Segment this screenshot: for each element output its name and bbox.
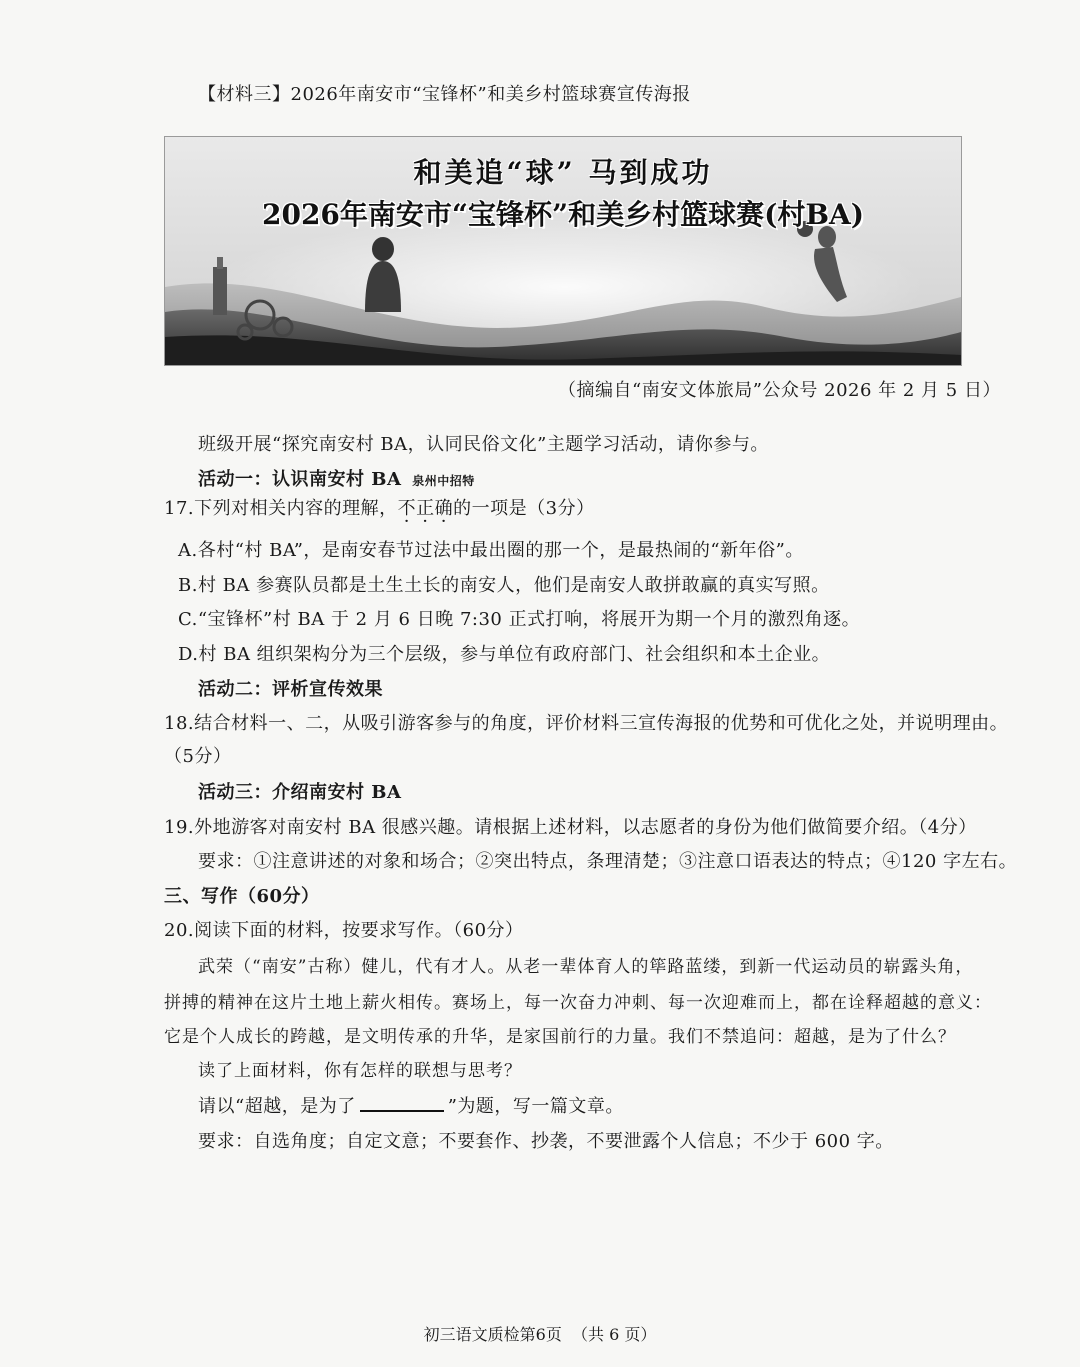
- material3-heading: 【材料三】2026年南安市“宝锋杯”和美乡村篮球赛宣传海报: [198, 84, 691, 105]
- q17-option-d: D.村 BA 组织架构分为三个层级，参与单位有政府部门、社会组织和本土企业。: [178, 644, 831, 665]
- q17-stem-suffix: 的一项是（3分）: [453, 498, 595, 519]
- watermark-stamp: 泉州中招特: [412, 474, 475, 488]
- activity1-label: [198, 465, 475, 491]
- q20-material-line: 武荣（“南安”古称）健儿，代有才人。从老一辈体育人的筚路蓝缕，到新一代运动员的崭露头角，: [198, 957, 974, 977]
- question-19-stem: 19.外地游客对南安村 BA 很感兴趣。请根据上述材料，以志愿者的身份为他们做简要介绍。（4分）: [164, 817, 977, 838]
- question-18-line1: 18.结合材料一、二，从吸引游客参与的角度，评价材料三宣传海报的优势和可优化之处，并说明理由。: [164, 713, 1009, 734]
- title-prompt-before: 请以“超越，是为了: [198, 1096, 356, 1117]
- q17-option-c: C.“宝锋杯”村 BA 于 2 月 6 日晚 7:30 正式打响，将展开为期一个月的激烈角逐。: [178, 609, 861, 630]
- q17-option-a: A.各村“村 BA”，是南安春节过法中最出圈的那一个，是最热闹的“新年俗”。: [178, 540, 804, 561]
- question-17-stem: [164, 494, 595, 520]
- activity1-title: 活动一：认识南安村 BA: [198, 469, 402, 490]
- emphasis-char: 确: [434, 498, 454, 519]
- title-blank: [360, 1094, 444, 1112]
- emphasis-char: 不: [397, 498, 417, 519]
- poster-slogan: 和美追“球” 马到成功: [413, 156, 713, 189]
- section-3-heading: 三、写作（60分）: [164, 886, 320, 907]
- q20-requirements: 要求：自选角度；自定文意；不要套作、抄袭，不要泄露个人信息；不少于 600 字。: [198, 1131, 894, 1152]
- poster-image: [164, 136, 962, 366]
- activity3-label: 活动三：介绍南安村 BA: [198, 782, 402, 803]
- q20-material-line: 它是个人成长的跨越，是文明传承的升华，是家国前行的力量。我们不禁追问：超越，是为了什么？: [164, 1027, 956, 1047]
- title-prompt-after: ”为题，写一篇文章。: [447, 1096, 624, 1117]
- intro-text: 班级开展“探究南安村 BA，认同民俗文化”主题学习活动，请你参与。: [198, 434, 769, 455]
- question-19-requirements: 要求：①注意讲述的对象和场合；②突出特点，条理清楚；③注意口语表达的特点；④120 字左右。: [198, 851, 1018, 872]
- question-18-line2: （5分）: [164, 746, 232, 767]
- emphasis-char: 正: [416, 498, 435, 519]
- activity2-label: 活动二：评析宣传效果: [198, 679, 383, 700]
- source-note: （摘编自“南安文体旅局”公众号 2026 年 2 月 5 日）: [558, 380, 1001, 401]
- q17-option-b: B.村 BA 参赛队员都是土生土长的南安人，他们是南安人敢拼敢赢的真实写照。: [178, 575, 830, 596]
- page-footer: 初三语文质检第6页 （共 6 页）: [423, 1325, 657, 1344]
- q20-title-prompt: [198, 1092, 624, 1118]
- question-20-stem: 20.阅读下面的材料，按要求写作。（60分）: [164, 920, 524, 941]
- poster-title: 2026年南安市“宝锋杯”和美乡村篮球赛(村BA): [261, 198, 865, 231]
- q20-material-line: 读了上面材料，你有怎样的联想与思考？: [198, 1061, 522, 1081]
- q17-stem-prefix: 17.下列对相关内容的理解，: [164, 498, 398, 519]
- q20-material-line: 拼搏的精神在这片土地上薪火相传。赛场上，每一次奋力冲刺、每一次迎难而上，都在诠释超越的意义：: [164, 993, 992, 1013]
